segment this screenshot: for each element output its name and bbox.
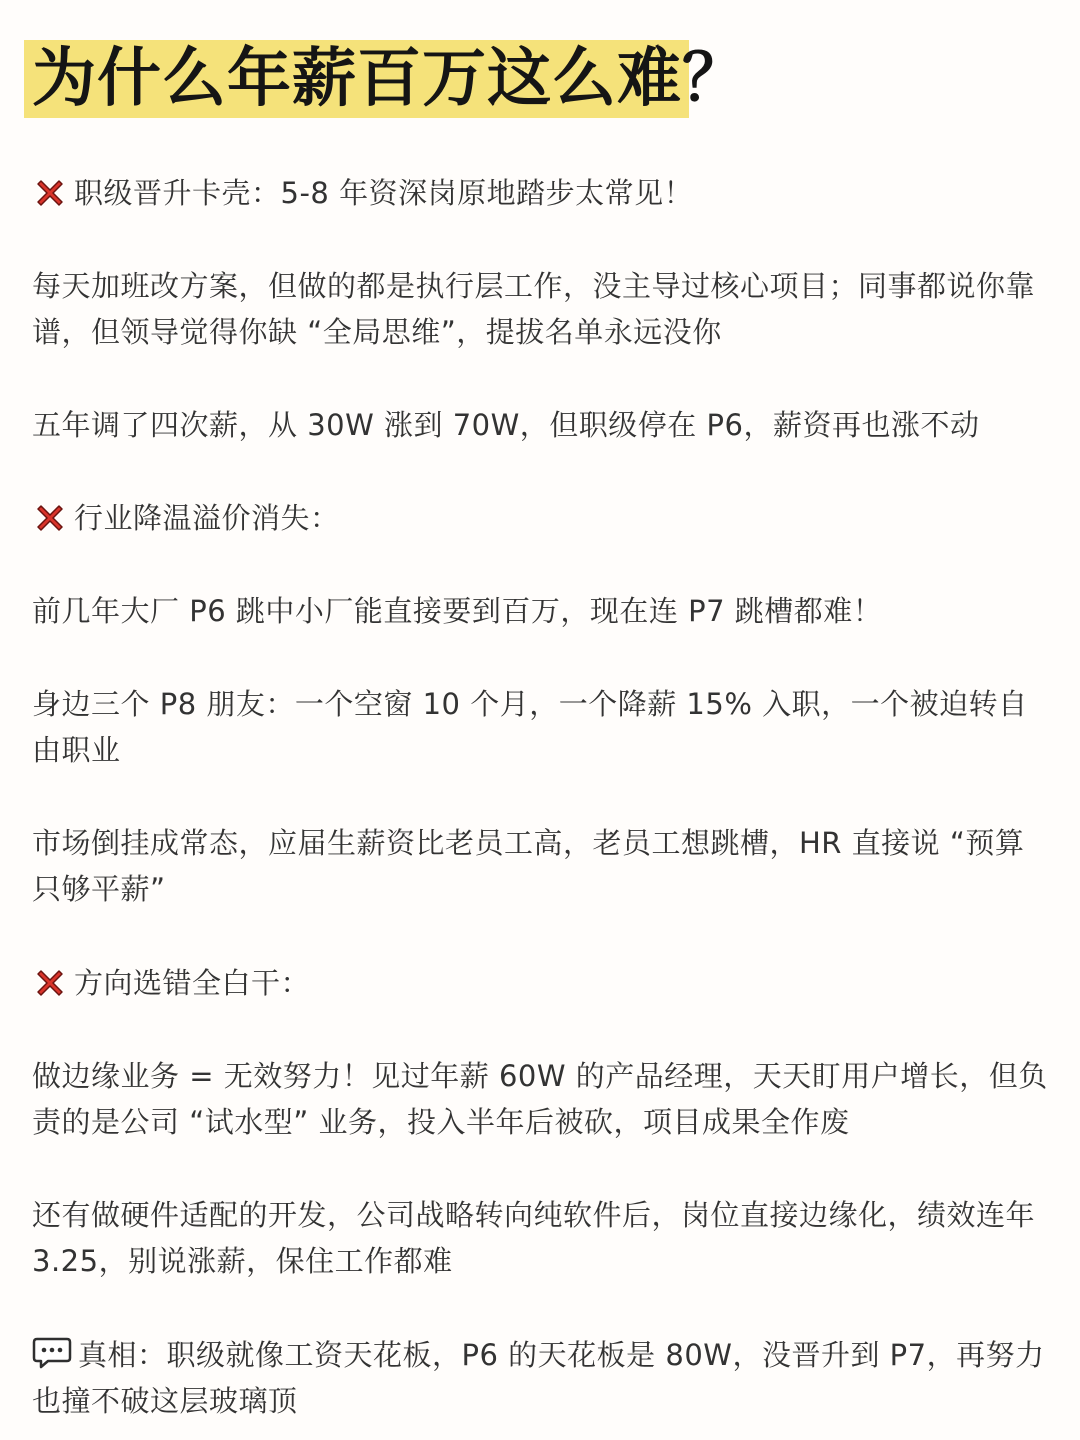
paragraph: 做边缘业务 = 无效努力！见过年薪 60W 的产品经理，天天盯用户增长，但负责的是公司 “试水型” 业务，投入半年后被砍，项目成果全作废 <box>32 1059 1048 1139</box>
paragraph: 身边三个 P8 朋友：一个空窗 10 个月，一个降薪 15% 入职，一个被迫转自由职业 <box>32 687 1028 767</box>
paragraph: 还有做硬件适配的开发，公司战略转向纯软件后，岗位直接边缘化，绩效连年 3.25，别说涨薪，保住工作都难 <box>32 1198 1036 1278</box>
page-title: 为什么年薪百万这么难？ <box>32 42 747 116</box>
paragraph: 每天加班改方案，但做的都是执行层工作，没主导过核心项目；同事都说你靠谱，但领导觉得你缺 “全局思维”，提拔名单永远没你 <box>32 269 1036 349</box>
section-heading-text: 职级晋升卡壳：5-8 年资深岗原地踏步太常见！ <box>74 176 694 210</box>
paragraph: 五年调了四次薪，从 30W 涨到 70W，但职级停在 P6，薪资再也涨不动 <box>32 408 980 442</box>
red-x-icon <box>32 965 68 1001</box>
conclusion <box>32 1332 1052 1424</box>
section-heading-industry <box>32 495 1052 541</box>
section-heading-text: 行业降温溢价消失： <box>74 501 340 535</box>
speech-bubble-icon <box>32 1335 72 1371</box>
conclusion-text: 真相：职级就像工资天花板，P6 的天花板是 80W，没晋升到 P7，再努力也撞不破这层玻璃顶 <box>32 1338 1045 1418</box>
red-x-icon <box>32 500 68 536</box>
red-x-icon <box>32 175 68 211</box>
section-heading-direction <box>32 960 1052 1006</box>
section-heading-text: 方向选错全白干： <box>74 966 311 1000</box>
paragraph: 市场倒挂成常态，应届生薪资比老员工高，老员工想跳槽，HR 直接说 “预算只够平薪” <box>32 826 1025 906</box>
section-heading-promotion <box>32 170 1052 216</box>
paragraph: 前几年大厂 P6 跳中小厂能直接要到百万，现在连 P7 跳槽都难！ <box>32 594 883 628</box>
